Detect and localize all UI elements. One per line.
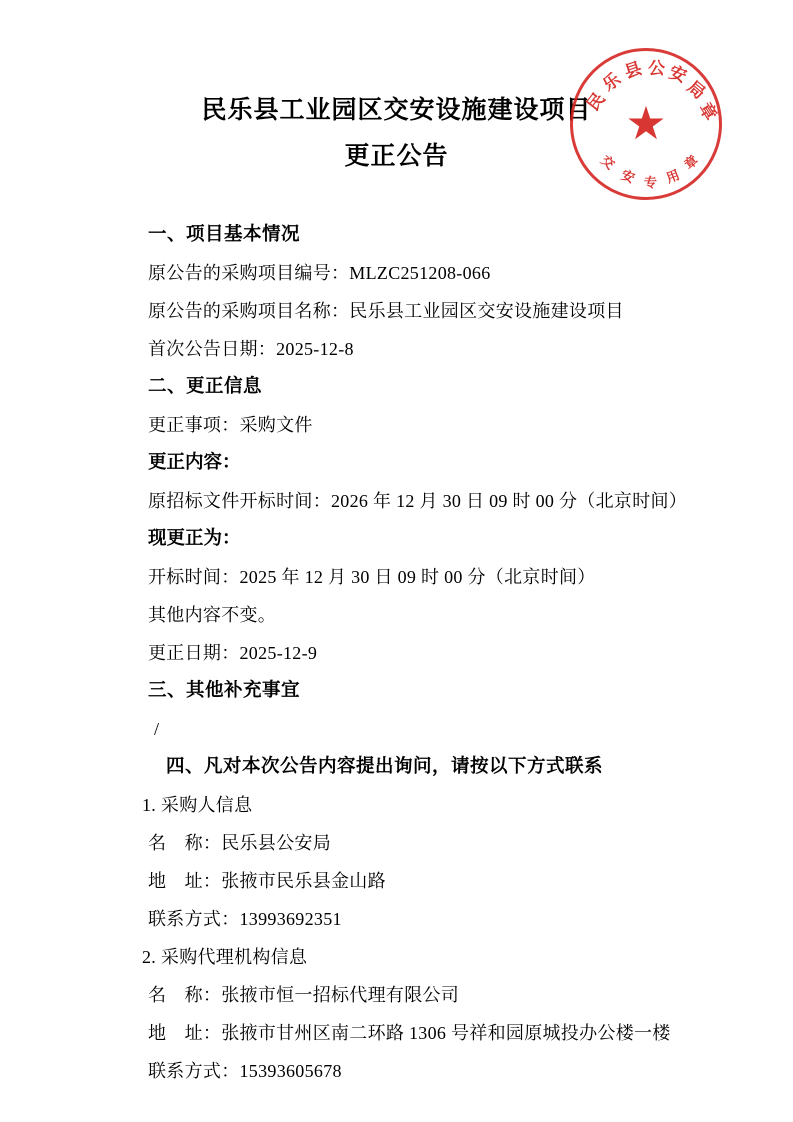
seal-char: 章 [681, 152, 701, 173]
seal-char: 安 [619, 167, 637, 186]
seal-char: 专 [644, 175, 658, 190]
section-4-line-2: 名 称：民乐县公安局 [148, 833, 331, 853]
seal-char: 交 [598, 152, 618, 173]
seal-char: 安 [666, 62, 690, 87]
seal-star-icon: ★ [625, 98, 667, 149]
seal-char: 章 [695, 99, 721, 124]
section-heading-1: 一、项目基本情况 [148, 225, 301, 245]
section-2-sub2-line-1: 开标时间：2025 年 12 月 30 日 09 时 00 分（北京时间） [148, 567, 596, 587]
section-4-line-8: 联系方式：15393605678 [148, 1061, 342, 1081]
section-2-sub1-line-1: 原招标文件开标时间：2026 年 12 月 30 日 09 时 00 分（北京时间） [148, 491, 688, 511]
section-1-line-3: 首次公告日期：2025-12-8 [148, 339, 354, 359]
section-2-line-1: 更正事项：采购文件 [148, 415, 313, 435]
section-4-line-4: 联系方式：13993692351 [148, 909, 342, 929]
section-4-line-1: 1. 采购人信息 [142, 795, 253, 815]
section-2-sub2-line-3: 更正日期：2025-12-9 [148, 643, 318, 663]
document-title [70, 0, 723, 180]
seal-char: 公 [648, 59, 665, 78]
document-body [70, 216, 723, 1090]
seal-char: 用 [664, 167, 682, 186]
seal-char: 民 [583, 89, 609, 115]
section-1-line-1: 原公告的采购项目编号：MLZC251208-066 [148, 263, 491, 283]
section-1-line-2: 原公告的采购项目名称：民乐县工业园区交安设施建设项目 [148, 301, 624, 321]
seal-char: 局 [683, 77, 709, 103]
seal-char: 县 [622, 58, 645, 83]
seal-char: 乐 [599, 69, 625, 95]
section-4-line-5: 2. 采购代理机构信息 [142, 947, 308, 967]
section-4-line-7: 地 址：张掖市甘州区南二环路 1306 号祥和园原城投办公楼一楼 [148, 1023, 671, 1043]
title-line-2: 更正公告 [344, 143, 449, 170]
section-2-subhead-2: 现更正为： [148, 529, 241, 549]
title-line-1: 民乐县工业园区交安设施建设项目 [201, 97, 592, 124]
section-heading-4: 四、凡对本次公告内容提出询问，请按以下方式联系 [166, 757, 604, 777]
section-3-line-1: / [154, 719, 160, 739]
section-4-line-3: 地 址：张掖市民乐县金山路 [148, 871, 386, 891]
section-heading-2: 二、更正信息 [148, 377, 263, 397]
section-2-subhead-1: 更正内容： [148, 453, 241, 473]
section-2-sub2-line-2: 其他内容不变。 [148, 605, 277, 625]
section-heading-3: 三、其他补充事宜 [148, 681, 301, 701]
section-4-line-6: 名 称：张掖市恒一招标代理有限公司 [148, 985, 460, 1005]
